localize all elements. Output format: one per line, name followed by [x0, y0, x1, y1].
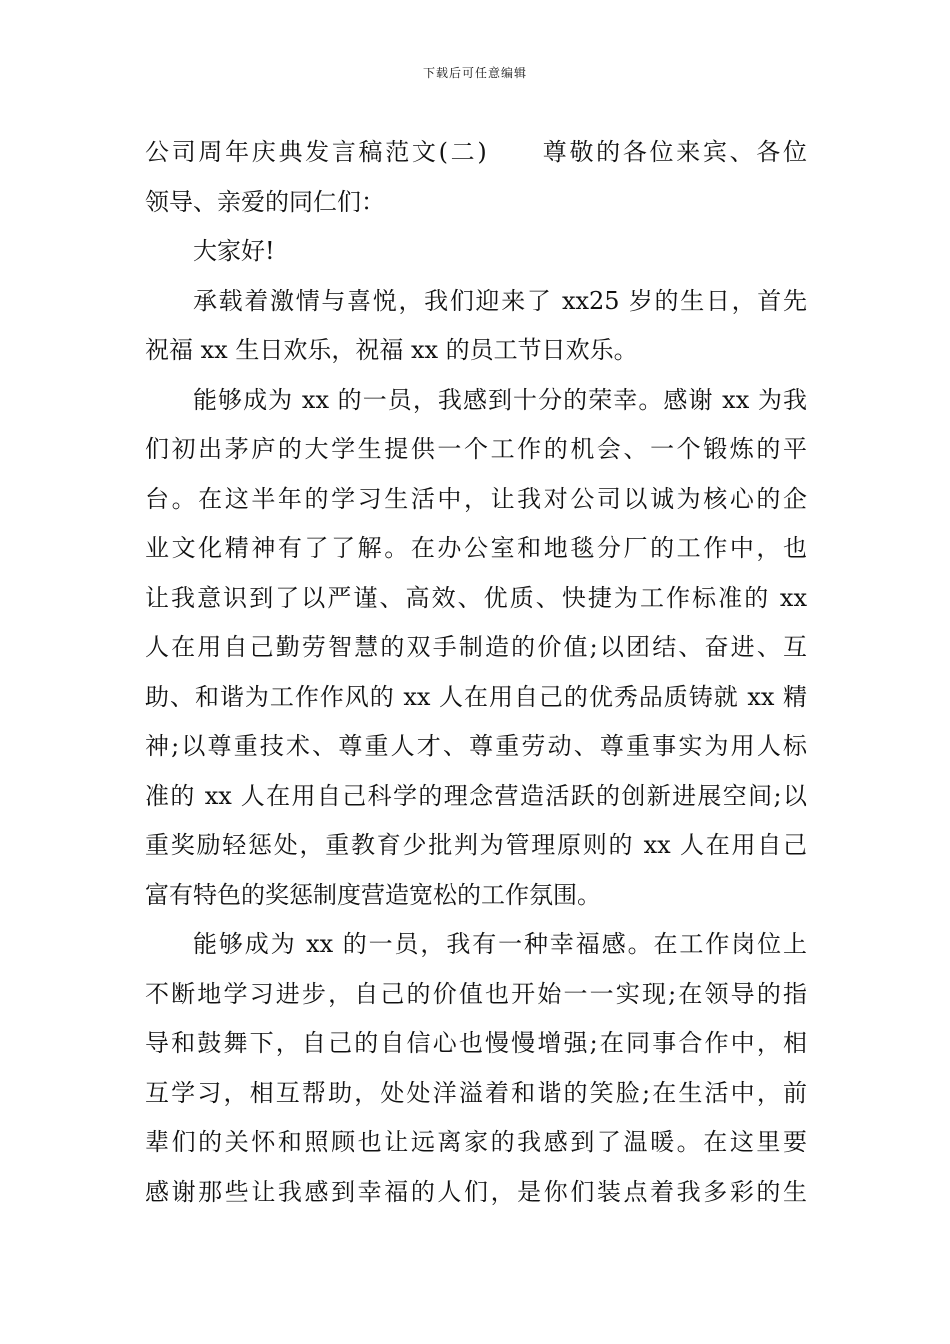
text-line: 能够成为 xx 的一员，我感到十分的荣幸。感谢 xx 为我 — [193, 385, 807, 414]
text-line: 重奖励轻惩处，重教育少批判为管理原则的 xx 人在用自己 — [145, 831, 807, 859]
text-line: 富有特色的奖惩制度营造宽松的工作氛围。 — [145, 880, 601, 909]
text-line: 辈们的关怀和照顾也让远离家的我感到了温暖。在这里要 — [145, 1128, 807, 1156]
text-line: 祝福 xx 生日欢乐，祝福 xx 的员工节日欢乐。 — [145, 336, 638, 364]
text-line: 人在用自己勤劳智慧的双手制造的价值;以团结、奋进、互 — [145, 633, 807, 661]
text-line: 台。在这半年的学习生活中，让我对公司以诚为核心的企 — [145, 484, 807, 513]
text-line: 神;以尊重技术、尊重人才、尊重劳动、尊重事实为用人标 — [145, 732, 807, 760]
text-line: 承载着激情与喜悦，我们迎来了 xx25 岁的生日，首先 — [193, 286, 807, 315]
document-body — [145, 128, 807, 1217]
text-line: 导和鼓舞下，自己的自信心也慢慢增强;在同事合作中，相 — [145, 1029, 807, 1057]
text-line: 业文化精神有了了解。在办公室和地毯分厂的工作中，也 — [145, 534, 807, 562]
text-line: 们初出茅庐的大学生提供一个工作的机会、一个锻炼的平 — [145, 435, 807, 463]
text-line: 能够成为 xx 的一员，我有一种幸福感。在工作岗位上 — [193, 930, 807, 958]
text-line: 让我意识到了以严谨、高效、优质、快捷为工作标准的 xx — [145, 583, 807, 612]
text-line: 领导、亲爱的同仁们： — [145, 187, 385, 216]
text-line: 助、和谐为工作作风的 xx 人在用自己的优秀品质铸就 xx 精 — [145, 682, 807, 711]
text-line: 感谢那些让我感到幸福的人们，是你们装点着我多彩的生 — [145, 1177, 807, 1206]
text-line: 不断地学习进步，自己的价值也开始一一实现;在领导的指 — [145, 979, 807, 1008]
page-header: 下载后可任意编辑 — [422, 66, 527, 80]
text-line: 大家好! — [193, 237, 275, 265]
text-line: 互学习，相互帮助，处处洋溢着和谐的笑脸;在生活中，前 — [145, 1078, 807, 1107]
text-line: 准的 xx 人在用自己科学的理念营造活跃的创新进展空间;以 — [145, 781, 807, 810]
text-line: 公司周年庆典发言稿范文(二) 尊敬的各位来宾、各位 — [145, 138, 807, 166]
